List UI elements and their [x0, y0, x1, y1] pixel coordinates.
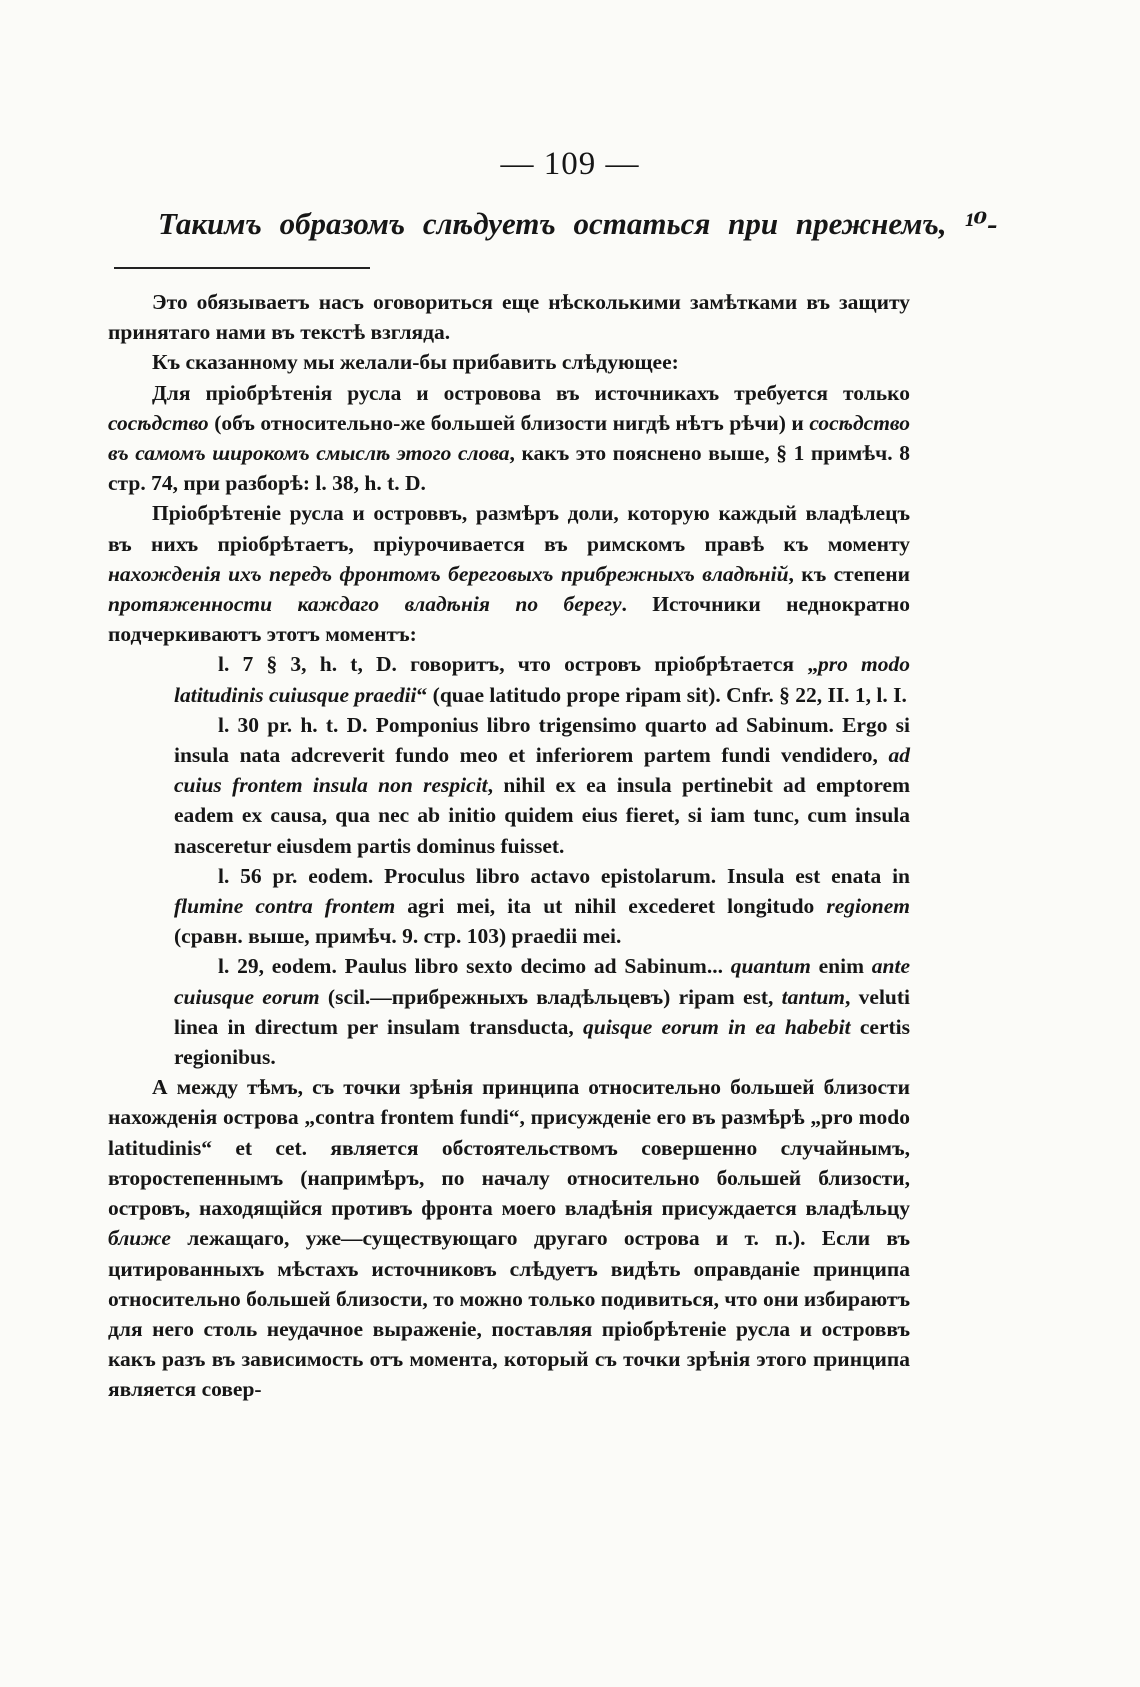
- text-run: , nihil ex ea insula pertinebit ad emptorem eadem ex causa, qua nec ab initio quidem eius fieret, si iam tunc, cum insula nasceretur eiusdem partis dominus fuisset.: [174, 773, 910, 858]
- text-run: “ (quae latitudo prope ripam sit). Cnfr. § 22, II. 1, l. I.: [416, 682, 907, 707]
- italic-run: протяженности каждаго владѣнія по берегу: [108, 592, 622, 617]
- text-run: Пріобрѣтеніе русла и островвъ, размѣръ доли, которую каждый владѣлецъ въ нихъ пріобрѣтаетъ, пріурочивается въ римскомъ правѣ къ моменту: [108, 501, 910, 556]
- footnote: [108, 287, 910, 1405]
- italic-run: regionem: [826, 894, 910, 919]
- text-run: , veluti linea in directum per insulam transducta,: [174, 984, 911, 1039]
- main-text-line: Такимъ образомъ слѣдуетъ остаться при прежнемъ, ¹⁰-: [158, 206, 998, 241]
- text-run: , какъ это пояснено выше, § 1 примѣч. 8 стр. 74, при разборѣ: l. 38, h. t. D.: [108, 441, 910, 496]
- footnote-paragraph-4: [108, 498, 910, 649]
- footnote-paragraph-2: Къ сказанному мы желали-бы прибавить слѣдующее:: [152, 350, 679, 375]
- italic-run: сосѣдство: [108, 410, 209, 435]
- footnote-paragraph-3: [108, 378, 910, 499]
- source-quote-1: [174, 649, 910, 709]
- source-quote-4: [174, 951, 910, 1072]
- footnote-paragraph-5: [108, 1072, 910, 1404]
- italic-run: pro modo latitudinis cuiusque praedii: [174, 652, 911, 707]
- footnote-separator: [114, 267, 370, 269]
- text-run: А между тѣмъ, съ точки зрѣнія принципа относительно большей близости нахожденія острова „contra frontem fundi“, присужденіе его въ размѣрѣ „pro modo latitudinis“ et cet. является обстоятельствомъ совершенно случайнымъ, второстепеннымъ (напримѣръ, по началу относительно большей близости, островъ, находящійся противъ фронта моего владѣнія присуждается владѣльцу: [108, 1075, 910, 1221]
- italic-run: quantum: [730, 954, 811, 979]
- italic-run: flumine contra frontem: [174, 894, 396, 919]
- text-run: agri mei, ita ut nihil excederet longitudo: [395, 894, 827, 919]
- source-quote-2: [174, 710, 910, 861]
- italic-run: tantum: [781, 984, 846, 1009]
- text-run: . Источники неднократно подчеркиваютъ этотъ моментъ:: [108, 592, 910, 647]
- italic-run: ante cuiusque eorum: [174, 954, 910, 1009]
- text-run: l. 56 pr. eodem. Proculus libro actavo epistolarum. Insula est enata in: [218, 863, 910, 888]
- italic-run: quisque eorum in ea habebit: [582, 1014, 851, 1039]
- source-quote-3: [174, 861, 910, 952]
- text-run: l. 30 pr. h. t. D. Pomponius libro trigensimo quarto ad Sabinum. Ergo si insula nata adcreverit fundo meo et inferiorem partem fundi vendidero,: [174, 712, 910, 768]
- text-run: лежащаго, уже—существующаго другаго острова и т. п.). Если въ цитированныхъ мѣстахъ источниковъ слѣдуетъ видѣть оправданіе принципа относительно большей близости, то можно только подивиться, что они избираютъ для него столь неудачное выраженіе, поставляя пріобрѣтеніе русла и островвъ какъ разъ въ зависимость отъ момента, который съ точки зрѣнія этого принципа является совер-: [108, 1226, 910, 1402]
- text-run: l. 7 § 3, h. t, D. говоритъ, что островъ пріобрѣтается „: [218, 652, 818, 677]
- italic-run: ближе: [108, 1226, 171, 1251]
- text-run: enim: [810, 954, 872, 979]
- text-run: (scil.—прибрежныхъ владѣльцевъ) ripam est,: [319, 984, 782, 1009]
- italic-run: нахожденія ихъ передъ фронтомъ береговыхъ прибрежныхъ владѣній: [108, 561, 789, 586]
- text-run: Для пріобрѣтенія русла и островова въ источникахъ требуется только: [152, 380, 910, 405]
- text-run: l. 29, eodem. Paulus libro sexto decimo ad Sabinum...: [218, 954, 731, 979]
- italic-run: ad cuius frontem insula non respicit: [174, 743, 910, 798]
- text-run: , къ степени: [788, 561, 910, 586]
- text-run: certis regionibus.: [174, 1014, 911, 1070]
- italic-run: сосѣдство въ самомъ широкомъ смыслѣ этого слова: [108, 410, 910, 466]
- page-number: — 109 —: [500, 146, 640, 182]
- footnote-paragraph-1: Это обязываетъ насъ оговориться еще нѣсколькими замѣтками въ защиту принятаго нами въ текстѣ взгляда.: [108, 290, 910, 345]
- text-run: (сравн. выше, примѣч. 9. стр. 103) praedii mei.: [174, 924, 622, 949]
- text-run: (объ относительно-же большей близости нигдѣ нѣтъ рѣчи) и: [208, 410, 810, 435]
